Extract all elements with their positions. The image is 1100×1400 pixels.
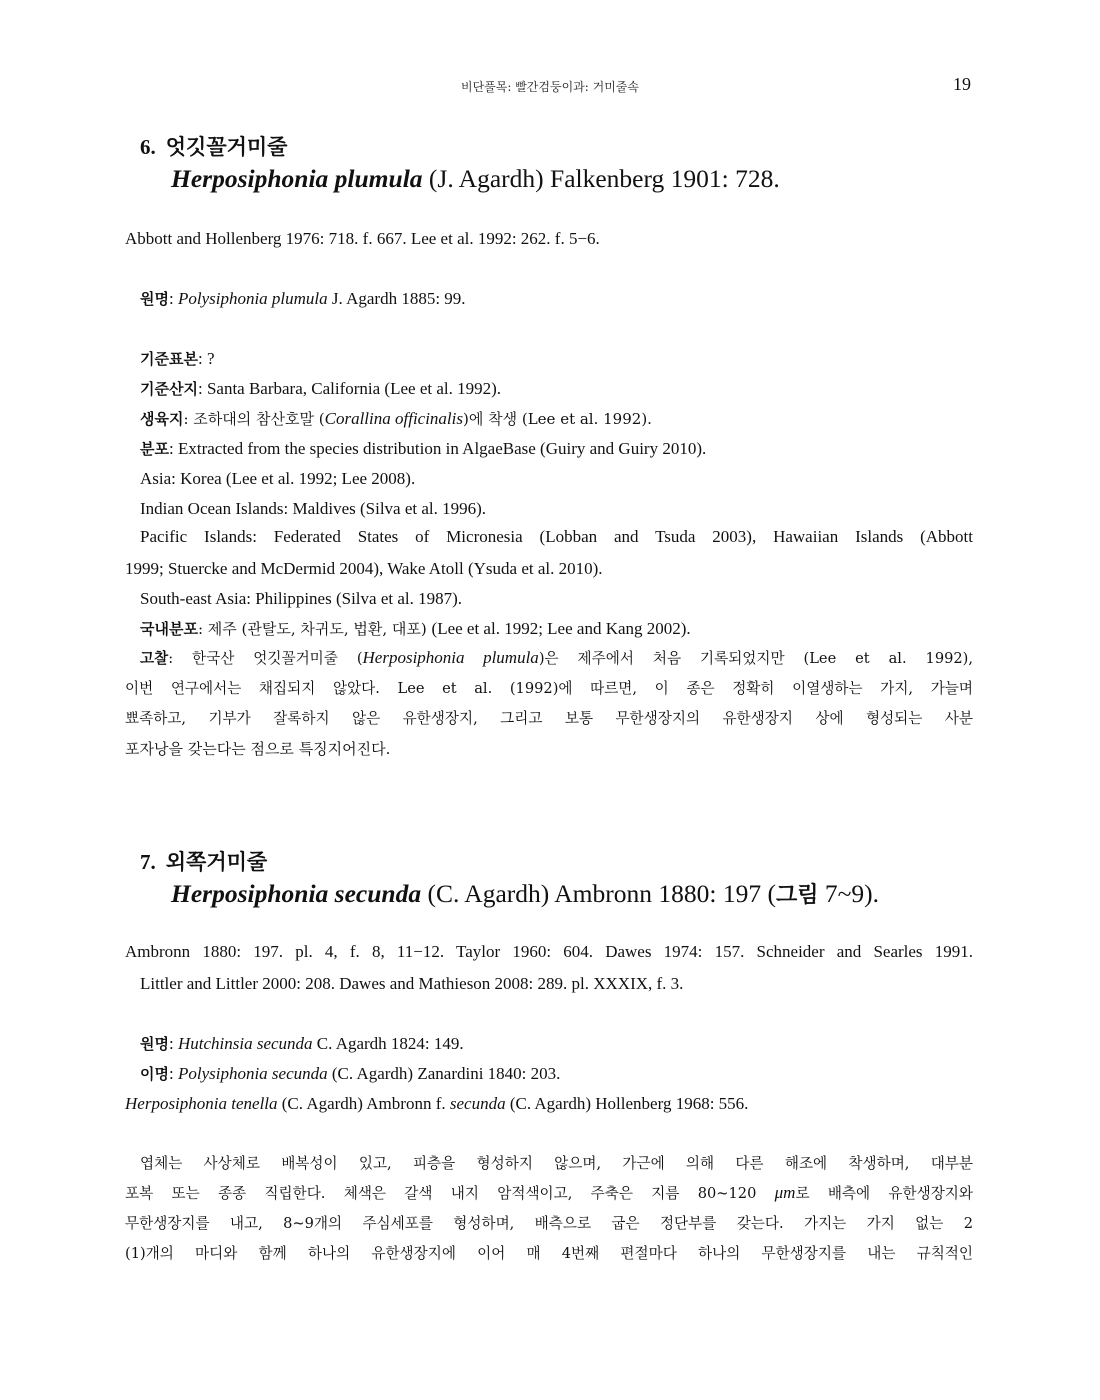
species-7-synonym-2: Herposiphonia tenella (C. Agardh) Ambronn f. secunda (C. Agardh) Hollenberg 1968: 556. [125,1094,749,1113]
description-line: 무한생장지를 내고, 8~9개의 주심세포를 형성하며, 배측으로 굽은 정단부를 갖는다. 가지는 가지 없는 2 [125,1215,973,1232]
remarks-line: 이번 연구에서는 채집되지 않았다. Lee et al. (1992)에 따르면, 이 종은 정확히 이열생하는 가지, 가늘며 [125,680,973,697]
remarks-line: 포자낭을 갖는다는 점으로 특징지어진다. [125,740,391,758]
distribution-line: Pacific Islands: Federated States of Micronesia (Lobban and Tsuda 2003), Hawaiian Islands (Abbott [140,527,973,546]
description-line: 엽체는 사상체로 배복성이 있고, 피층을 형성하지 않으며, 가근에 의해 다른 해조에 착생하며, 대부분 [140,1155,973,1172]
species-6-type-specimen: 기준표본: ? [140,349,215,368]
species-6-type-locality: 기준산지: Santa Barbara, California (Lee et al. 1992). [140,379,502,398]
distribution-line: Asia: Korea (Lee et al. 1992; Lee 2008). [140,469,416,488]
distribution-line: South-east Asia: Philippines (Silva et al. 1987). [140,589,463,608]
species-6-heading [140,132,780,196]
species-6-basionym: 원명: Polysiphonia plumula J. Agardh 1885: 99. [140,289,466,308]
species-7-basionym: 원명: Hutchinsia secunda C. Agardh 1824: 149. [140,1034,464,1053]
remarks-line: 뾰족하고, 기부가 잘록하지 않은 유한생장지, 그리고 보통 무한생장지의 유한생장지 상에 형성되는 사분 [125,710,973,727]
species-6-scientific-name: Herposiphonia plumula (J. Agardh) Falkenberg 1901: 728. [171,164,780,193]
distribution-line: Indian Ocean Islands: Maldives (Silva et al. 1996). [140,499,487,518]
species-7-korean-name: 7. 외쪽거미줄 [140,849,268,874]
species-7-heading [140,847,879,911]
description-line: (1)개의 마디와 함께 하나의 유한생장지에 이어 매 4번째 편절마다 하나의 무한생장지를 내는 규칙적인 [125,1245,973,1262]
species-7-scientific-name: Herposiphonia secunda (C. Agardh) Ambronn 1880: 197 (그림 7~9). [171,879,880,908]
distribution-line: 1999; Stuercke and McDermid 2004), Wake Atoll (Ysuda et al. 2010). [125,559,603,578]
species-6-distribution: 분포: Extracted from the species distribution in AlgaeBase (Guiry and Guiry 2010). [140,439,707,458]
species-6-remarks: 고찰: 한국산 엇깃꼴거미줄 (Herposiphonia plumula)은 제주에서 처음 기록되었지만 (Lee et al. 1992), [140,648,974,667]
page-number: 19 [953,74,971,94]
species-7-references: Ambronn 1880: 197. pl. 4, f. 8, 11−12. Taylor 1960: 604. Dawes 1974: 157. Schneider and Searles 1991. [125,942,973,961]
species-6-domestic-distribution: 국내분포: 제주 (관탈도, 차귀도, 법환, 대포) (Lee et al. 1992; Lee and Kang 2002). [140,619,691,638]
species-6-habitat: 생육지: 조하대의 참산호말 (Corallina officinalis)에 착생 (Lee et al. 1992). [140,409,652,428]
species-6-korean-name: 6. 엇깃꼴거미줄 [140,134,288,159]
species-7-references-cont: Littler and Littler 2000: 208. Dawes and Mathieson 2008: 289. pl. XXXIX, f. 3. [140,974,684,993]
species-7-synonym: 이명: Polysiphonia secunda (C. Agardh) Zanardini 1840: 203. [140,1064,561,1083]
description-line: 포복 또는 종종 직립한다. 체색은 갈색 내지 암적색이고, 주축은 지름 80~120 μm로 배측에 유한생장지와 [125,1183,973,1202]
running-head: 비단풀목: 빨간검둥이과: 거미줄속 [460,80,639,94]
species-6-references: Abbott and Hollenberg 1976: 718. f. 667. Lee et al. 1992: 262. f. 5−6. [125,229,600,248]
